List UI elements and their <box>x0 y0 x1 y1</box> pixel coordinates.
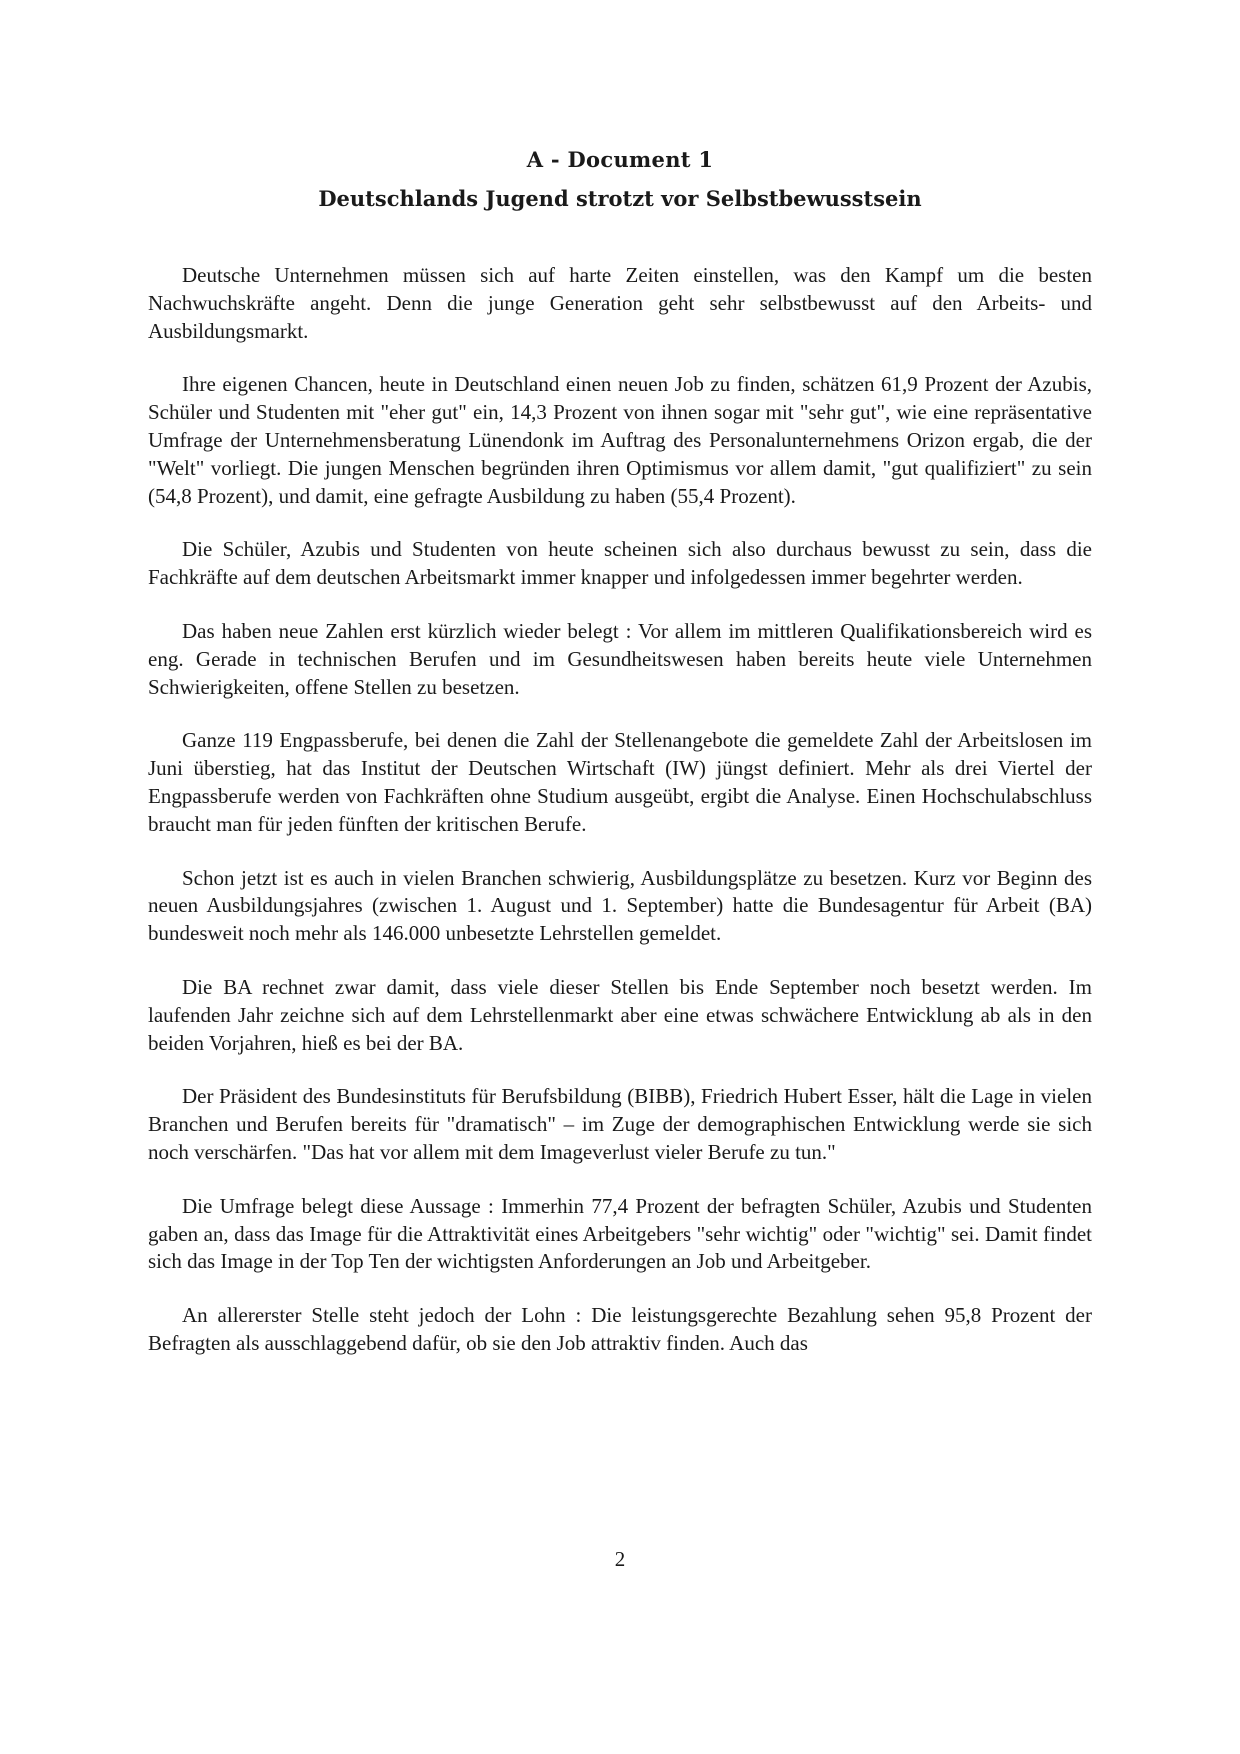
document-title: Deutschlands Jugend strotzt vor Selbstbewusstsein <box>318 186 922 211</box>
paragraph-3: Die Schüler, Azubis und Studenten von heute scheinen sich also durchaus bewusst zu sein, dass die Fachkräfte auf dem deutschen Arbeitsmarkt immer knapper und infolgedessen immer begehrter werden. <box>148 537 1092 590</box>
paragraph-9: Die Umfrage belegt diese Aussage : Immerhin 77,4 Prozent der befragten Schüler, Azubis und Studenten gaben an, dass das Image für die Attraktivität eines Arbeitgebers "sehr wichtig" oder "wichtig" sei. Damit findet sich das Image in der Top Ten der wichtigsten Anforderungen an Job und Arbeitgeber. <box>148 1193 1092 1274</box>
paragraph-1: Deutsche Unternehmen müssen sich auf harte Zeiten einstellen, was den Kampf um die besten Nachwuchskräfte angeht. Denn die junge Generation geht sehr selbstbewusst auf den Arbeits- und Ausbildungsmarkt. <box>148 263 1092 343</box>
paragraph-7: Die BA rechnet zwar damit, dass viele dieser Stellen bis Ende September noch besetzt werden. Im laufenden Jahr zeichne sich auf dem Lehrstellenmarkt aber eine etwas schwächere Entwicklung ab als in den beiden Vorjahren, hieß es bei der BA. <box>148 974 1092 1055</box>
paragraph-6: Schon jetzt ist es auch in vielen Branchen schwierig, Ausbildungsplätze zu besetzen. Kurz vor Beginn des neuen Ausbildungsjahres (zwischen 1. August und 1. September) hatte die Bundesagentur für Arbeit (BA) bundesweit noch mehr als 146.000 unbesetzte Lehrstellen gemeldet. <box>148 865 1092 946</box>
document-label: A - Document 1 <box>526 147 714 172</box>
paragraph-5: Ganze 119 Engpassberufe, bei denen die Zahl der Stellenangebote die gemeldete Zahl der Arbeitslosen im Juni überstieg, hat das Institut der Deutschen Wirtschaft (IW) jüngst definiert. Mehr als drei Viertel der Engpassberufe werden von Fachkräften ohne Studium ausgeübt, ergibt die Analyse. Einen Hochschulabschluss braucht man für jeden fünften der kritischen Berufe. <box>148 728 1092 836</box>
paragraph-10: An allererster Stelle steht jedoch der Lohn : Die leistungsgerechte Bezahlung sehen 95,8 Prozent der Befragten als ausschlaggebend dafür, ob sie den Job attraktiv finden. Auch das <box>148 1303 1092 1355</box>
paragraph-8: Der Präsident des Bundesinstituts für Berufsbildung (BIBB), Friedrich Hubert Esser, hält die Lage in vielen Branchen und Berufen bereits für "dramatisch" – im Zuge der demographischen Entwicklung werde sie sich noch verschärfen. "Das hat vor allem mit dem Imageverlust vieler Berufe zu tun." <box>148 1084 1092 1164</box>
paragraph-4: Das haben neue Zahlen erst kürzlich wieder belegt : Vor allem im mittleren Qualifikationsbereich wird es eng. Gerade in technischen Berufen und im Gesundheitswesen haben bereits heute viele Unternehmen Schwierigkeiten, offene Stellen zu besetzen. <box>148 618 1092 699</box>
paragraph-2: Ihre eigenen Chancen, heute in Deutschland einen neuen Job zu finden, schätzen 61,9 Prozent der Azubis, Schüler und Studenten mit "eher gut" ein, 14,3 Prozent von ihnen sogar mit "sehr gut", wie eine repräsentative Umfrage der Unternehmensberatung Lünendonk im Auftrag des Personalunternehmens Orizon ergab, die der "Welt" vorliegt. Die jungen Menschen begründen ihren Optimismus vor allem damit, "gut qualifiziert" zu sein (54,8 Prozent), und damit, eine gefragte Ausbildung zu haben (55,4 Prozent). <box>148 372 1092 508</box>
page-number: 2 <box>614 1547 626 1571</box>
article-body <box>148 262 1092 1384</box>
